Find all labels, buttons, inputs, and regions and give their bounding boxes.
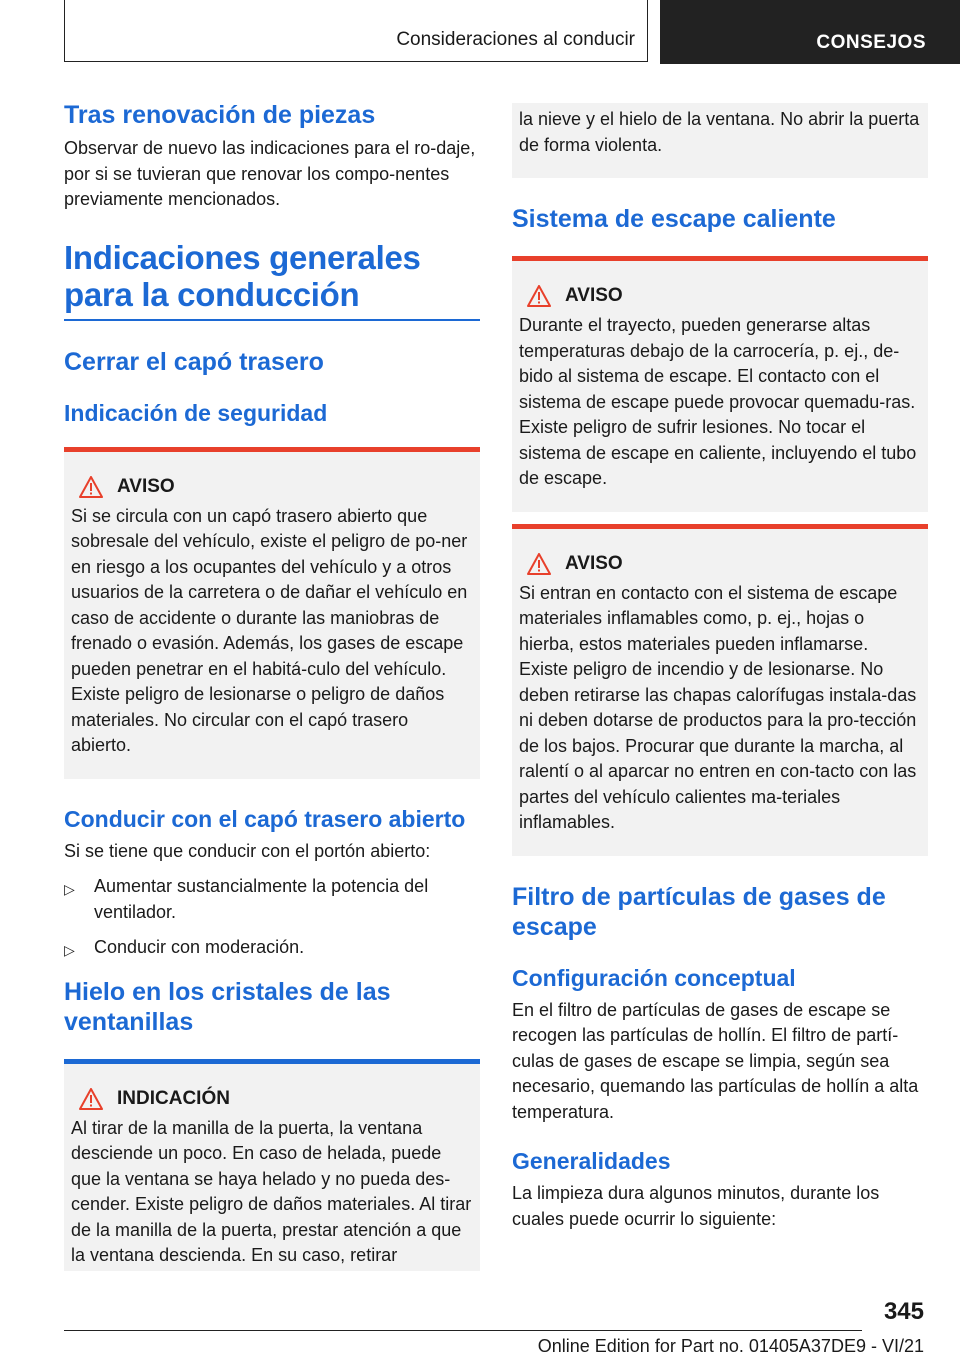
bullet-arrow-icon: ▷ [64, 942, 75, 958]
instruction-list [64, 874, 480, 961]
warning-box-hot-exhaust [512, 256, 928, 512]
list-item: ▷ Conducir con moderación. [64, 935, 480, 961]
heading-hot-exhaust: Sistema de escape caliente [512, 205, 836, 233]
drive-open-tailgate-text: Si se tiene que conducir con el portón abierto: [64, 840, 431, 861]
general-text: La limpieza dura algunos minutos, durante los cuales puede ocurrir lo siguiente: [512, 1183, 880, 1229]
note-box-ice [64, 1059, 480, 1271]
note-text: Al tirar de la manilla de la puerta, la ventana desciende un poco. En caso de helada, puede que la ventana se haya helado y no pueda des‐cender. Existe peligro de daños materiales. Al tirar de la manilla de la puerta, prestar atención a que la ventana descienda. En su caso, retirar [71, 1117, 472, 1265]
heading-drive-open-tailgate: Conducir con el capó trasero abierto [64, 805, 466, 832]
heading-safety-note: Indicación de seguridad [64, 399, 328, 426]
warning-header [71, 474, 473, 500]
heading-ice-windows: Hielo en los cristales de las ventanillas [64, 977, 391, 1036]
heading-close-tailgate: Cerrar el capó trasero [64, 347, 324, 376]
warning-triangle-icon [519, 283, 559, 309]
section-tab [64, 0, 648, 62]
heading-particle-filter: Filtro de partículas de gases de escape [512, 882, 886, 941]
edition-text: Online Edition for Part no. 01405A37DE9 - VI/21 [537, 1336, 924, 1356]
warning-header [519, 551, 921, 577]
warning-box-flammable [512, 524, 928, 856]
note-box-ice-continued [512, 103, 928, 178]
warning-label: AVISO [565, 285, 623, 306]
warning-triangle-icon [71, 1086, 111, 1112]
bullet-arrow-icon: ▷ [64, 881, 75, 897]
chapter-tab [660, 0, 960, 64]
page-header [64, 0, 960, 64]
heading-parts-renewal: Tras renovación de piezas [64, 101, 376, 129]
footer-rule [64, 1330, 862, 1331]
warning-triangle-icon [519, 551, 559, 577]
warning-text: Si entran en contacto con el sistema de escape materiales inflamables como, p. ej., hojas o hierba, estos materiales pueden inflamarse. Existe peligro de incendio y de lesionarse. No deben retirarse las chapas calorífugas instala‐das ni deben dotarse de productos para la pro‐tección de los bajos. Procurar que durante la marcha, al ralentí o al aparcar no entren en con‐tacto con las partes del vehículo calientes ma‐teriales inflamables. [519, 582, 917, 832]
warning-text: Durante el trayecto, pueden generarse altas temperaturas debajo de la carrocería, p. ej., de‐bido al sistema de escape. El contacto con el sistema de escape puede provocar quemadu‐ras. Existe peligro de sufrir lesiones. No tocar el sistema de escape en caliente, incluyendo el tubo de escape. [519, 315, 917, 488]
list-item: ▷ Aumentar sustancialmente la potencia del ventilador. [64, 876, 429, 922]
right-column [512, 103, 928, 1232]
parts-renewal-text: Observar de nuevo las indicaciones para el ro‐daje, por si se tuvieran que renovar los compo‐nentes previamente mencionados. [64, 138, 476, 209]
left-column [64, 100, 480, 1271]
section-title: Consideraciones al conducir [396, 29, 635, 50]
chapter-title: CONSEJOS [816, 32, 926, 53]
warning-label: AVISO [565, 552, 623, 574]
heading-general-driving: Indicaciones generales para la conducción [64, 238, 421, 313]
note-label: INDICACIÓN [117, 1087, 230, 1109]
warning-box-tailgate [64, 447, 480, 779]
concept-text: En el filtro de partículas de gases de escape se recogen las partículas de hollín. El filtro de partí‐culas de gases de escape se limpia, según sea necesario, quemando las partículas de hollín a alta temperatura. [512, 999, 919, 1122]
note-text-continued: la nieve y el hielo de la ventana. No abrir la puerta de forma violenta. [519, 109, 920, 155]
chapter-heading-block [64, 239, 480, 321]
heading-general: Generalidades [512, 1148, 671, 1174]
warning-header [519, 283, 921, 309]
note-header [71, 1086, 473, 1112]
warning-triangle-icon [71, 474, 111, 500]
heading-concept: Configuración conceptual [512, 964, 796, 991]
page-number: 345 [883, 1298, 924, 1325]
warning-text: Si se circula con un capó trasero abierto que sobresale del vehículo, existe el peligro de po‐ner en riesgo a los ocupantes del vehículo y a otros usuarios de la carretera o de dañar el vehículo en caso de accidente o durante las maniobras de frenado o evasión. Además, los gases de escape pueden penetrar en el habitá‐culo del vehículo. Existe peligro de lesionarse o peligro de daños materiales. No circular con el capó trasero abierto. [71, 505, 468, 755]
warning-label: AVISO [117, 475, 175, 497]
